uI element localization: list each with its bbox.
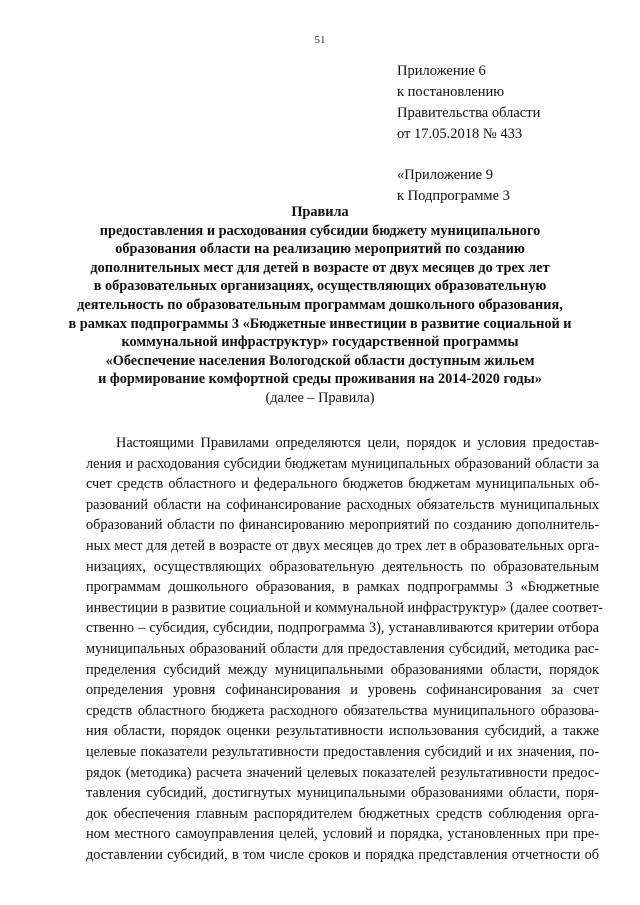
heading-line: деятельность по образовательным программам дошкольного образования, — [77, 296, 563, 313]
heading-note: (далее – Правила) — [265, 389, 375, 406]
annex-line: Приложение 6 — [397, 63, 486, 79]
body-line: ном местного самоуправления целей, условий и порядка, установленных при пре- — [86, 826, 599, 843]
body-line: счет средств областного и федерального бюджетов бюджетам муниципальных об- — [86, 476, 599, 493]
body-line: пределения субсидий между муниципальными образованиями области, порядок — [86, 661, 599, 678]
heading-line: «Обеспечение населения Вологодской области доступным жильем — [105, 352, 535, 369]
sub-annex-line: «Приложение 9 — [397, 167, 493, 183]
body-line: низациях, осуществляющих образовательную деятельность по образовательным — [86, 558, 599, 575]
heading-line: в образовательных организациях, осуществляющих образовательную — [93, 278, 547, 295]
body-line: ления и расходования субсидии бюджетам муниципальных образований области за — [86, 455, 599, 472]
heading-line: коммунальной инфраструктур» государственной программы — [121, 334, 519, 351]
body-line: муниципальных образований области для предоставления субсидий, методика рас- — [86, 640, 599, 657]
annex-line: Правительства области — [397, 105, 541, 121]
body-line: ных мест для детей в возрасте от двух месяцев до трех лет в образовательных орга- — [86, 537, 599, 554]
body-line: ния области, порядок оценки результативности использования субсидий, а также — [86, 723, 599, 740]
body-line: целевые показатели результативности предоставления субсидий и их значения, по- — [86, 743, 599, 760]
heading-line: образования области на реализацию мероприятий по созданию — [115, 241, 525, 258]
body-line: средств областного бюджета расходного обязательства муниципального образова- — [86, 702, 599, 719]
body-line: док обеспечения главным распорядителем бюджетных средств соблюдения орга- — [86, 805, 599, 822]
heading-line: и формирование комфортной среды проживания на 2014-2020 годы» — [98, 371, 542, 388]
body-line: ственно – субсидия, субсидии, подпрограмма 3), устанавливаются критерии отбора — [86, 620, 599, 637]
heading-line: в рамках подпрограммы 3 «Бюджетные инвестиции в развитие социальной и — [68, 315, 572, 332]
heading-line: дополнительных мест для детей в возрасте от двух месяцев до трех лет — [90, 259, 550, 276]
annex-block — [397, 61, 540, 207]
body-line: программам дошкольного образования, в рамках подпрограммы 3 «Бюджетные — [86, 579, 599, 596]
body-line: рядок (методика) расчета значений целевых показателей результативности предос- — [86, 764, 599, 781]
body-line: образований области по финансированию мероприятий по созданию дополнитель- — [86, 517, 599, 534]
page-number: 51 — [314, 34, 326, 46]
sub-annex-line: к Подпрограмме 3 — [397, 188, 510, 204]
body-paragraph — [86, 433, 603, 865]
annex-line: к постановлению — [397, 84, 505, 100]
body-line: доставлении субсидий, в том числе сроков и порядка представления отчетности об — [86, 846, 599, 863]
rules-heading — [40, 203, 600, 408]
rules-title: Правила — [291, 204, 349, 220]
body-line: тавления субсидий, достигнутых муниципальными образованиями области, поря- — [86, 785, 599, 802]
body-line: инвестиции в развитие социальной и коммунальной инфраструктур» (далее соответ- — [86, 599, 603, 616]
body-line: разований области на софинансирование расходных обязательств муниципальных — [86, 496, 599, 513]
body-line: Настоящими Правилами определяются цели, порядок и условия предостав- — [116, 435, 599, 451]
heading-line: предоставления и расходования субсидии бюджету муниципального — [99, 222, 541, 239]
body-line: определения уровня софинансирования и уровень софинансирования за счет — [86, 682, 599, 699]
annex-line: от 17.05.2018 № 433 — [397, 126, 523, 142]
